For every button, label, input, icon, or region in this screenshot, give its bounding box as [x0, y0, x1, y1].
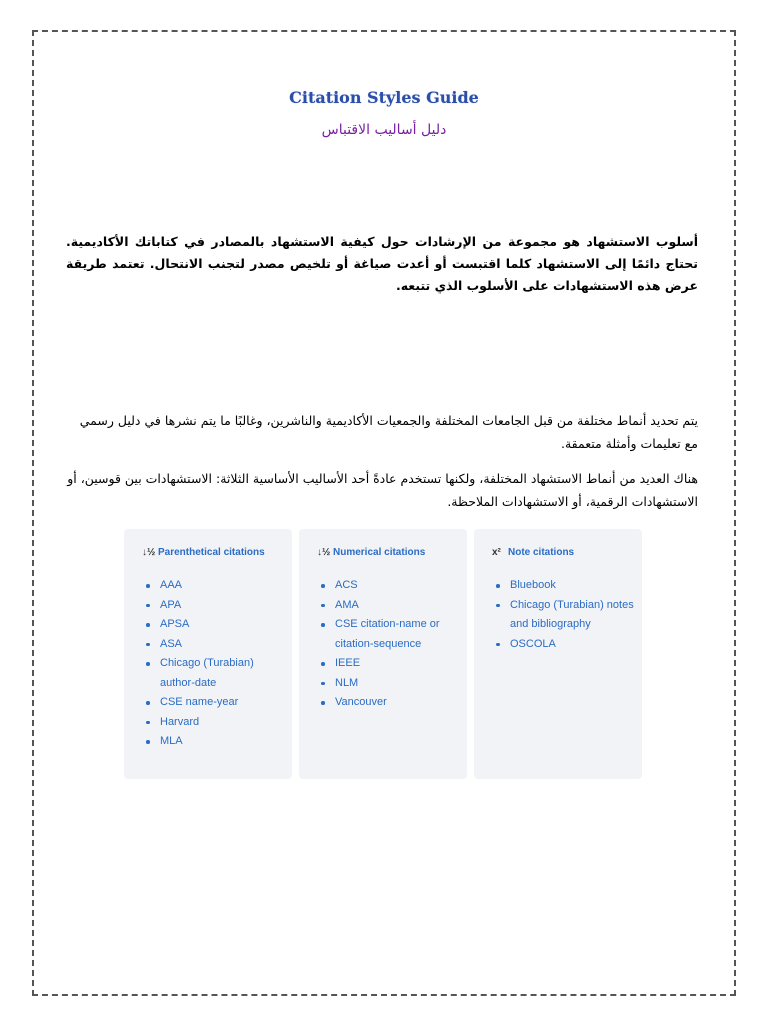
list-item[interactable]: NLM [321, 674, 465, 694]
card-numerical [299, 529, 467, 779]
paragraph-styles-types: هناك العديد من أنماط الاستشهاد المختلفة، ولكنها تستخدم عادةً أحد الأساليب الأساسية الثلاثة: الاستشهادات بين قوسين، أو الاستشهادات الرقمية، أو الاستشهادات الملاحظة. [67, 471, 698, 509]
citation-cards [124, 529, 642, 779]
intro-paragraph: أسلوب الاستشهاد هو مجموعة من الإرشادات حول كيفية الاستشهاد بالمصادر في كتاباتك الأكاديمية. تحتاج دائمًا إلى الاستشهاد كلما اقتبست أو أعدت صياغة أو تلخيص مصدر لتجنب الانتحال. تعتمد طريقة عرض هذه الاستشهادات على الأسلوب الذي تتبعه. [66, 234, 698, 293]
sort-icon: ↓½ [142, 546, 156, 558]
page-title: Citation Styles Guide [289, 88, 479, 107]
page-subtitle-arabic: دليل أساليب الاقتباس [321, 122, 447, 138]
list-item[interactable]: Harvard [146, 713, 290, 733]
card-header [142, 545, 292, 559]
card-list [142, 576, 292, 752]
card-title: Numerical citations [333, 546, 426, 558]
list-item[interactable]: Vancouver [321, 693, 465, 713]
list-item[interactable]: Chicago (Turabian) author-date [146, 654, 290, 693]
list-item[interactable]: AAA [146, 576, 290, 596]
card-title: Note citations [508, 546, 575, 558]
list-item[interactable]: ASA [146, 635, 290, 655]
list-item[interactable]: CSE citation-name or citation-sequence [321, 615, 465, 654]
list-item[interactable]: APA [146, 596, 290, 616]
list-item[interactable]: CSE name-year [146, 693, 290, 713]
list-item[interactable]: Chicago (Turabian) notes and bibliography [496, 596, 640, 635]
card-list [492, 576, 642, 654]
list-item[interactable]: OSCOLA [496, 635, 640, 655]
superscript-icon: x² [492, 546, 501, 558]
card-parenthetical [124, 529, 292, 779]
list-item[interactable]: Bluebook [496, 576, 640, 596]
list-item[interactable]: MLA [146, 732, 290, 752]
card-list [317, 576, 467, 713]
card-header [317, 545, 467, 559]
list-item[interactable]: APSA [146, 615, 290, 635]
page-border [32, 30, 736, 996]
list-item[interactable]: IEEE [321, 654, 465, 674]
sort-numeric-icon: ↓½ [317, 546, 331, 558]
card-note [474, 529, 642, 779]
list-item[interactable]: ACS [321, 576, 465, 596]
list-item[interactable]: AMA [321, 596, 465, 616]
card-header [492, 545, 642, 559]
paragraph-styles-origin: يتم تحديد أنماط مختلفة من قبل الجامعات المختلفة والجمعيات الأكاديمية والناشرين، وغالبًا ما يتم نشرها في دليل رسمي مع تعليمات وأمثلة متعمقة. [79, 413, 698, 451]
card-title: Parenthetical citations [158, 546, 265, 558]
